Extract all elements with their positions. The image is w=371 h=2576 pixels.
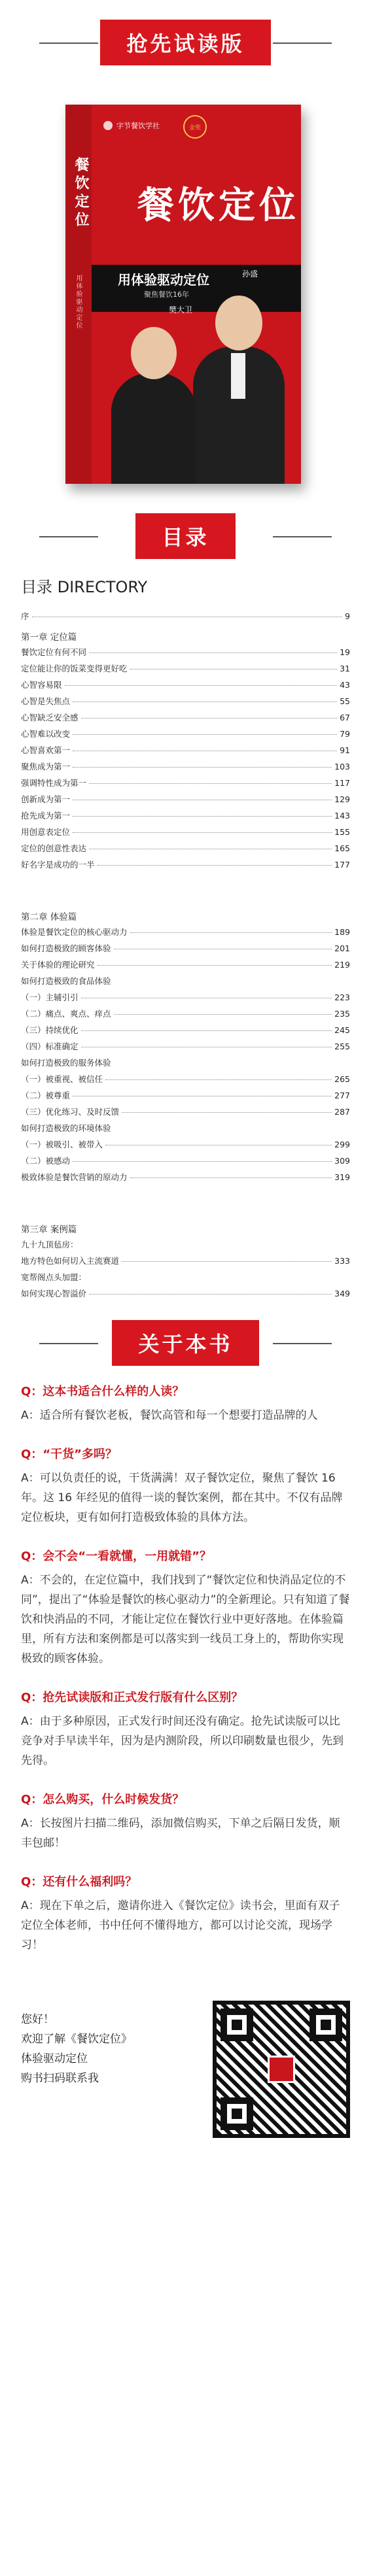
qr-finder	[309, 2008, 342, 2041]
author-head	[131, 327, 177, 379]
toc-entry	[21, 991, 350, 1008]
award-medal-icon: 金奖	[183, 115, 207, 139]
toc-entry-page: 117	[334, 778, 350, 788]
faq-question: Q：这本书适合什么样的人读？	[21, 1385, 185, 1398]
toc-entry	[21, 1287, 350, 1304]
divider	[273, 1343, 332, 1344]
faq-item	[21, 1688, 350, 1771]
toc-entry	[21, 975, 350, 991]
toc-leader	[105, 1079, 332, 1080]
toc-entry-preface	[21, 610, 350, 626]
toc-entry-page: 177	[334, 860, 350, 870]
divider	[273, 42, 332, 44]
toc-entry-page: 265	[334, 1074, 350, 1084]
qr-finder	[221, 2097, 253, 2130]
toc-entry	[21, 1089, 350, 1106]
toc-entry-title: （二）痛点、爽点、痒点	[21, 1009, 111, 1019]
toc-entry	[21, 1271, 350, 1287]
faq-answer: A：长按图片扫描二维码，添加微信购买，下单之后隔日发货，顺丰包邮！	[21, 1817, 340, 1850]
faq-answer: A：现在下单之后，邀请你进入《餐饮定位》读书会，里面有双子定位全体老师，书中任何不懂得地方，都可以讨论交流，现场学习！	[21, 1899, 340, 1952]
toc-chapter-gap	[21, 1187, 350, 1219]
toc-entry-title: （三）优化练习、及时反馈	[21, 1107, 120, 1117]
toc-leader	[65, 685, 338, 686]
toc-chapters	[21, 626, 350, 1304]
toc-chapter-title: 第二章 体验篇	[21, 912, 77, 923]
toc-entry-title: 如何打造极致的环境体验	[21, 1123, 111, 1133]
faq-item	[21, 1790, 350, 1853]
toc-leader	[122, 1261, 332, 1262]
toc-leader	[73, 816, 332, 817]
toc-entry-page: 91	[340, 745, 350, 755]
toc-leader	[73, 734, 337, 735]
toc-entry-title: 心智是失焦点	[21, 696, 71, 706]
about-banner-row	[0, 1304, 371, 1382]
toc-entry-page: 287	[334, 1107, 350, 1117]
toc-entry	[21, 1122, 350, 1138]
spine-subtitle: 用体验驱动定位	[75, 275, 82, 330]
book-cover-section	[0, 85, 371, 503]
author-name-left: 樊大卫	[169, 305, 193, 314]
toc-entry-title: 如何打造极致的食品体验	[21, 976, 111, 986]
toc-entry	[21, 646, 350, 662]
toc-entry	[21, 809, 350, 826]
toc-entry-page: 349	[334, 1289, 350, 1298]
toc-entry	[21, 793, 350, 809]
toc-entry-page: 235	[334, 1009, 350, 1019]
greeting-line: 体验驱动定位	[21, 2052, 88, 2065]
toc-entry-title: 抢先成为第一	[21, 811, 71, 821]
toc-entry-title: （一）被吸引、被带入	[21, 1140, 103, 1149]
toc-entry-title: 心智容易限	[21, 680, 62, 690]
toc-entry-title: 心智喜欢第一	[21, 745, 71, 755]
faq-answer: A：可以负责任的说，干货满满！双子餐饮定位，聚焦了餐饮 16 年。这 16 年经见的值得一谈的餐饮案例，都在其中。不仅有品牌定位板块，更有如何打造极致体验的具体方法。	[21, 1472, 343, 1524]
toc-entry-title: 聚焦成为第一	[21, 762, 71, 771]
book-tagline: 聚焦餐饮16年	[144, 290, 189, 299]
toc-banner: 目录	[135, 513, 235, 559]
toc-entry-title: （二）被感动	[21, 1156, 71, 1166]
toc-entry-page: 67	[340, 713, 350, 722]
toc-entry	[21, 826, 350, 842]
greeting-line: 您好！	[21, 2013, 54, 2026]
toc-entry-title: 心智缺乏安全感	[21, 713, 79, 722]
toc-entry	[21, 662, 350, 679]
toc-leader	[89, 652, 337, 653]
toc-entry-page: 103	[334, 762, 350, 771]
toc-entry-page: 333	[334, 1256, 350, 1266]
faq-question: Q：怎么购买，什么时候发货？	[21, 1793, 185, 1806]
toc-entry-page: 43	[340, 680, 350, 690]
toc-heading: 目录 DIRECTORY	[21, 578, 148, 596]
toc-chapter-title: 第一章 定位篇	[21, 632, 77, 643]
toc-entry-title: 体验是餐饮定位的核心驱动力	[21, 927, 128, 937]
toc-chapter-gap	[21, 875, 350, 906]
toc-entry-page: 9	[345, 611, 350, 621]
toc-entry-page: 223	[334, 992, 350, 1002]
toc-entry	[21, 1138, 350, 1155]
toc-entry-title: 好名字是成功的一半	[21, 860, 95, 870]
toc-entry-title: 关于体验的理论研究	[21, 960, 95, 970]
toc-entry	[21, 679, 350, 695]
toc-entry	[21, 1040, 350, 1057]
toc-entry	[21, 744, 350, 760]
toc-entry-page: 277	[334, 1091, 350, 1100]
book-cover	[65, 105, 301, 484]
book-subtitle: 用体验驱动定位	[118, 272, 209, 288]
toc-entry	[21, 1238, 350, 1255]
author-head	[215, 296, 262, 350]
faq-question: Q：还有什么福利吗？	[21, 1875, 137, 1889]
faq-item	[21, 1382, 350, 1425]
toc-entry-page: 245	[334, 1025, 350, 1035]
toc-entry-title: 宽帮阁点头加盟：	[21, 1272, 87, 1282]
author-photo-right	[193, 347, 285, 484]
toc-entry-title: 序	[21, 611, 29, 621]
faq-question: Q：会不会“一看就懂，一用就错”？	[21, 1550, 211, 1563]
toc-entry-title: 用创意表定位	[21, 827, 71, 837]
faq-question: Q：抢先试读版和正式发行版有什么区别？	[21, 1691, 243, 1704]
qr-finder	[221, 2008, 253, 2041]
publisher-logo	[103, 120, 160, 131]
divider	[39, 42, 98, 44]
wechat-qr-code[interactable]	[213, 2001, 350, 2138]
toc-entry-title: 定位能让你的饭菜变得更好吃	[21, 664, 128, 673]
toc-entry-title: 极致体验是餐饮营销的原动力	[21, 1172, 128, 1182]
author-photo-left	[111, 373, 196, 484]
toc-entry	[21, 1008, 350, 1024]
toc-entry-title: （三）持续优化	[21, 1025, 79, 1035]
toc-entry-title: 如何实现心智溢价	[21, 1289, 87, 1298]
toc-leader	[73, 1161, 332, 1162]
footer	[0, 1974, 371, 2171]
toc-entry-title: 餐饮定位有何不同	[21, 647, 87, 657]
toc-entry-page: 219	[334, 960, 350, 970]
toc-entry-title: 心智难以改变	[21, 729, 71, 739]
toc-entry-page: 143	[334, 811, 350, 821]
toc-entry-page: 129	[334, 794, 350, 804]
faq-answer: A：由于多种原因，正式发行时间还没有确定。抢先试读版可以比竞争对手早读半年，因为是内测阶段，所以印刷数量也很少，先到先得。	[21, 1715, 344, 1767]
toc-entry	[21, 1171, 350, 1187]
toc-entry	[21, 958, 350, 975]
toc-entry-title: 地方特色如何切入主流赛道	[21, 1256, 120, 1266]
toc-entry-page: 155	[334, 827, 350, 837]
scarf	[231, 353, 245, 399]
publisher-name: 字节餐饮学社	[116, 122, 160, 130]
toc-entry-page: 255	[334, 1042, 350, 1051]
toc-entry-title: 如何打造极致的顾客体验	[21, 943, 111, 953]
toc-entry	[21, 711, 350, 728]
faq-item	[21, 1445, 350, 1527]
toc-entry-page: 189	[334, 927, 350, 937]
toc-entry-page: 319	[334, 1172, 350, 1182]
toc-entry-page: 19	[340, 647, 350, 657]
toc-entry-title: （一）主辅引引	[21, 992, 79, 1002]
toc-entry	[21, 926, 350, 942]
toc-entry	[21, 777, 350, 793]
toc-entry-title: 定位的创意性表达	[21, 843, 87, 853]
toc-entry-page: 79	[340, 729, 350, 739]
toc-entry-title: （二）被尊重	[21, 1091, 71, 1100]
faq-item	[21, 1873, 350, 1955]
about-banner: 关于本书	[112, 1320, 258, 1366]
toc-entry-title: 创新成为第一	[21, 794, 71, 804]
toc-entry-page: 309	[334, 1156, 350, 1166]
toc-entry-title: （四）标准确定	[21, 1042, 79, 1051]
avatar	[268, 2056, 295, 2083]
toc-leader	[73, 832, 332, 833]
toc-entry	[21, 1255, 350, 1271]
toc-entry-title: 如何打造极致的服务体验	[21, 1058, 111, 1068]
toc-entry-title: （一）被重视、被信任	[21, 1074, 103, 1084]
toc-entry-page: 299	[334, 1140, 350, 1149]
table-of-contents	[0, 574, 371, 1304]
toc-entry	[21, 1024, 350, 1040]
divider	[39, 536, 98, 537]
toc-entry-title: 九十九顶毡房：	[21, 1240, 79, 1249]
toc-entry	[21, 1155, 350, 1171]
toc-entry-page: 55	[340, 696, 350, 706]
toc-entry-page: 165	[334, 843, 350, 853]
toc-entry	[21, 942, 350, 958]
toc-leader	[89, 783, 332, 784]
footer-greeting	[21, 2010, 132, 2088]
toc-entry-title: 强调特性成为第一	[21, 778, 87, 788]
faq-answer: A：不会的，在定位篇中，我们找到了“餐饮定位和快消品定位的不同”，提出了“体验是餐饮的核心驱动力”的全新理论。只有知道了餐饮和快消品的不同，才能让定位在餐饮行业中更好落地。在体验篇里，所有方法和案例都是可以落实到一线员工身上的，帮助你实现极致的顾客体验。	[21, 1574, 350, 1665]
author-name-right: 孙盛	[242, 269, 258, 279]
toc-leader	[73, 767, 332, 768]
faq-question: Q：“干货”多吗？	[21, 1448, 117, 1461]
toc-leader	[130, 932, 332, 933]
toc-leader	[97, 865, 332, 866]
toc-leader	[122, 1112, 332, 1113]
toc-entry	[21, 1057, 350, 1073]
toc-entry	[21, 1073, 350, 1089]
toc-leader	[114, 1014, 332, 1015]
faq-answer: A：适合所有餐饮老板，餐饮高管和每一个想要打造品牌的人	[21, 1409, 318, 1422]
toc-entry	[21, 842, 350, 858]
faq-section	[0, 1382, 371, 1955]
trial-banner: 抢先试读版	[100, 20, 270, 65]
toc-leader	[81, 718, 338, 719]
book-title: 餐饮定位	[137, 184, 300, 227]
toc-entry	[21, 760, 350, 777]
toc-entry-page: 201	[334, 943, 350, 953]
toc-chapter-title: 第三章 案例篇	[21, 1225, 77, 1235]
toc-entry	[21, 695, 350, 711]
toc-entry	[21, 858, 350, 875]
trial-banner-row	[0, 0, 371, 85]
toc-entry	[21, 1106, 350, 1122]
publisher-icon	[103, 121, 113, 130]
greeting-line: 欢迎了解《餐饮定位》	[21, 2033, 132, 2046]
spine-title: 餐饮定位	[73, 157, 89, 230]
toc-entry-page: 31	[340, 664, 350, 673]
toc-banner-row	[0, 503, 371, 569]
toc-leader	[81, 1030, 332, 1031]
divider	[39, 1343, 98, 1344]
greeting-line: 购书扫码联系我	[21, 2072, 99, 2085]
faq-item	[21, 1547, 350, 1669]
divider	[273, 536, 332, 537]
toc-leader	[97, 965, 332, 966]
toc-leader	[89, 1294, 332, 1295]
toc-entry	[21, 728, 350, 744]
